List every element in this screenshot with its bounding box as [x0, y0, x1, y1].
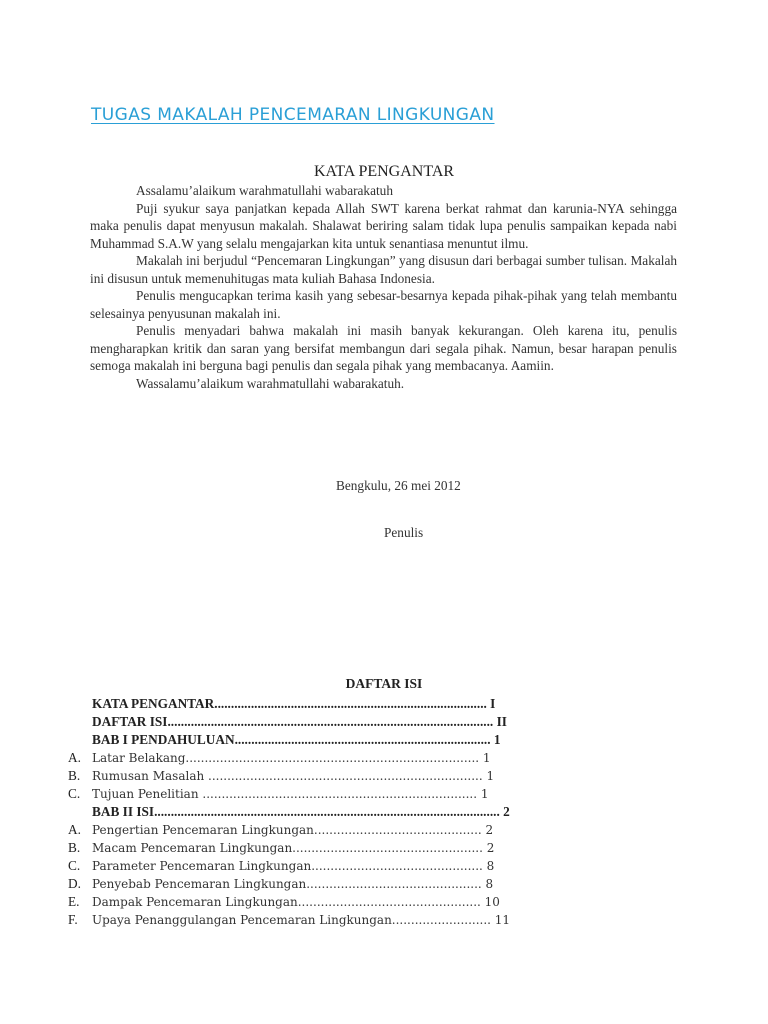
place-date: Bengkulu, 26 mei 2012: [336, 478, 461, 493]
toc-entry-text: Latar Belakang............................................................................. 1: [92, 751, 491, 765]
toc-entry: [0, 875, 768, 893]
toc-entry: [0, 731, 768, 749]
author-signature: Penulis: [384, 525, 424, 540]
toc-entry: [0, 749, 768, 767]
toc-entry-letter: D.: [68, 876, 81, 891]
toc-entry-letter: E.: [68, 894, 80, 909]
toc-entry-text: Parameter Pencemaran Lingkungan............................................. 8: [92, 859, 495, 873]
toc-entry-text: Pengertian Pencemaran Lingkungan............................................ 2: [92, 823, 494, 837]
toc-entry: [0, 803, 768, 821]
document-title: TUGAS MAKALAH PENCEMARAN LINGKUNGAN: [91, 105, 495, 125]
toc-entry: [0, 857, 768, 875]
toc-entry-letter: B.: [68, 840, 81, 855]
toc-entry-text: DAFTAR ISI.................................................................................................. II: [92, 714, 507, 729]
body-paragraph: Makalah ini berjudul “Pencemaran Lingkungan” yang disusun dari berbagai sumber tulisan. Makalah ini disusun untuk memenuhitugas mata kuliah Bahasa Indonesia.: [90, 253, 677, 286]
toc-entry-letter: C.: [68, 786, 81, 801]
toc-entry-letter: C.: [68, 858, 81, 873]
toc-entry-text: Penyebab Pencemaran Lingkungan.............................................. 8: [92, 877, 494, 891]
kata-pengantar-heading: KATA PENGANTAR: [313, 163, 455, 180]
toc-entry-letter: A.: [68, 822, 81, 837]
greeting-paragraph: Assalamu’alaikum warahmatullahi wabarakatuh: [136, 183, 393, 198]
toc-entry-text: KATA PENGANTAR.................................................................................. I: [92, 696, 496, 711]
toc-entry-text: Tujuan Penelitian ........................................................................ 1: [92, 787, 489, 801]
toc-entry: [0, 785, 768, 803]
toc-entry: [0, 821, 768, 839]
body-paragraph: Penulis menyadari bahwa makalah ini masih banyak kekurangan. Oleh karena itu, penulis mengharapkan kritik dan saran yang bersifat membangun dari segala pihak. Namun, besar harapan penulis semoga makalah ini berguna bagi penulis dan segala pihak yang membacanya. Aamiin.: [90, 323, 677, 373]
toc-entry-text: Upaya Penanggulangan Pencemaran Lingkungan.......................... 11: [92, 913, 511, 927]
toc-entry-text: Macam Pencemaran Lingkungan.................................................. 2: [92, 841, 495, 855]
kata-pengantar-body: [90, 182, 677, 392]
body-paragraph: Puji syukur saya panjatkan kepada Allah SWT karena berkat rahmat dan karunia-NYA sehingga maka penulis dapat menyusun makalah. Shalawat beriring salam tidak lupa penulis sampaikan kepada nabi Muhammad S.A.W yang selalu mengajarkan kita untuk senantiasa menuntut ilmu.: [90, 200, 677, 251]
toc-entry-text: Dampak Pencemaran Lingkungan................................................ 10: [92, 895, 500, 909]
table-of-contents: [0, 695, 768, 929]
toc-entry: [0, 713, 768, 731]
toc-entry: [0, 767, 768, 785]
toc-entry-text: Rumusan Masalah ........................................................................ 1: [92, 769, 495, 783]
toc-entry-letter: A.: [68, 750, 81, 765]
body-paragraph: Penulis mengucapkan terima kasih yang sebesar-besarnya kepada pihak-pihak yang telah membantu selesainya penyusunan makalah ini.: [90, 288, 677, 321]
toc-entry: [0, 911, 768, 929]
toc-entry-text: BAB II ISI........................................................................................................ 2: [92, 804, 510, 819]
closing-greeting-paragraph: Wassalamu’alaikum warahmatullahi wabarakatuh.: [136, 375, 405, 391]
toc-entry-letter: F.: [68, 912, 78, 927]
toc-entry-letter: B.: [68, 768, 81, 783]
toc-entry: [0, 893, 768, 911]
toc-entry: [0, 839, 768, 857]
toc-entry-text: BAB I PENDAHULUAN............................................................................. 1: [92, 732, 501, 747]
daftar-isi-heading: DAFTAR ISI: [345, 676, 423, 691]
toc-entry: [0, 695, 768, 713]
